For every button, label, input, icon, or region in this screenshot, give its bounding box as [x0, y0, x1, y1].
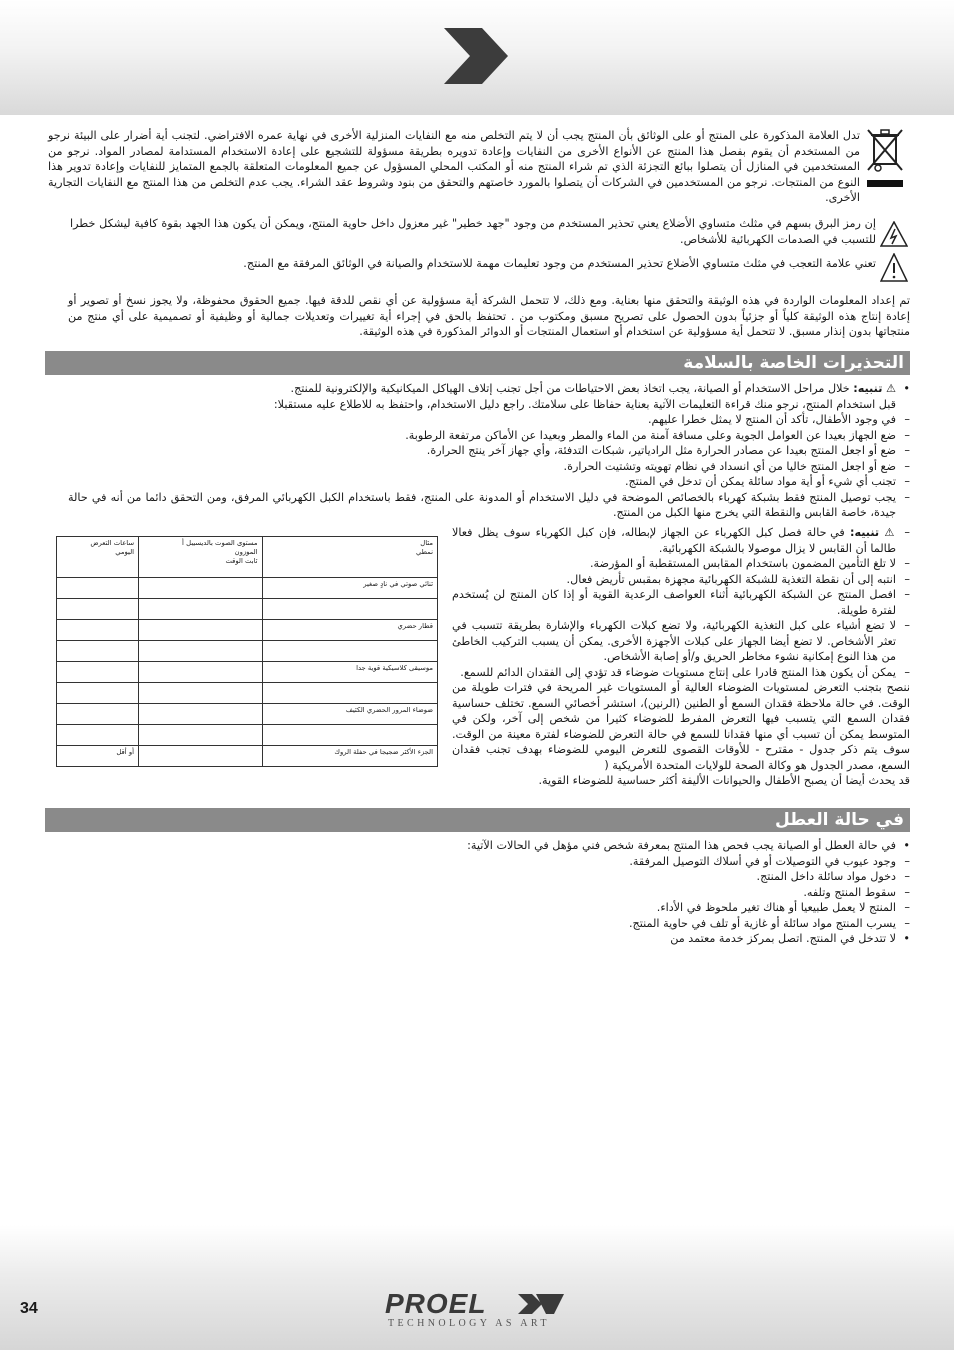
- table-cell: [262, 683, 437, 704]
- failure-list: [440, 838, 910, 947]
- table-cell: [139, 599, 263, 620]
- failure-item: – يسرب المنتج مواد سائلة أو غازية أو تلف في حاوية المنتج.: [629, 916, 910, 930]
- table-cell: قطار حضري: [262, 620, 437, 641]
- logo-tagline: TECHNOLOGY AS ART: [388, 1318, 550, 1329]
- table-cell: [139, 578, 263, 599]
- safety-column: [452, 525, 910, 789]
- table-cell: موسيقى كلاسيكية قوية جدا: [262, 662, 437, 683]
- exclamation-paragraph: تعني علامة التعجب في مثلث متساوي الأضلاع تحذير المستخدم من وجود تعليمات مهمة للاستخدام والصيانة في الوثائق المرفقة مع المنتج.: [243, 257, 876, 270]
- table-cell: [57, 641, 139, 662]
- caution2-label: تنبيه:: [849, 526, 880, 539]
- disclaimer-paragraph: تم إعداد المعلومات الواردة في هذه الوثيقة والتحقق منها بعناية. ومع ذلك، لا تتحمل الشركة أية مسؤولية عن أي نقص للدقة فيها. جميع الحقوق محفوظة، ولا يجوز نسخ أو تصوير أو إعادة إنتاج هذه الوثيقة كلياً أو جزئياً بدون الحصول على تصريح مسبق ومكتوب من . تحتفظ بالحق في إجراء أية تغييرات وتعديلات جمالية أو وظيفية أو تصميمية على أي منتج من منتجاتها بدون إنذار مسبق. لا تتحمل أية مسؤولية عن استخدام أو استعمال المنتجات أو الدوائر المذكورة في هذه الوثيقة.: [68, 294, 910, 338]
- safety-item: – في وجود الأطفال، تأكد أن المنتج لا يمثل خطرا عليهم.: [647, 413, 910, 426]
- table-cell: [57, 683, 139, 704]
- weee-paragraph: تدل العلامة المذكورة على المنتج أو على الوثائق بأن المنتج يجب أن لا يتم التخلص منه مع النفايات المنزلية الأخرى في نهاية عمره الافتراضي. لتجنب أية أضرار على البيئة نرجو من المستخدم أن يقوم بفصل هذا المنتج عن الأنواع الأخرى من النفايات وإعادة تدويره بطريقة مسؤولة للتشجيع على إعادة الاستخدام المستدامة لمصادر المواد. نرجو من المستخدمين في المنازل أن يتصلوا ببائع التجزئة الذي تم شراء المنتج منه أو المكتب المحلي المسؤول عن جميع المعلومات المتعلقة بالجمع المتمايز للنفايات وإعادة تدوير هذا النوع من المنتجات. نرجو من المستخدمين في الشركات أن يتصلوا بالمورد خاصتهم والتحقق من بنود وشروط عقد الشراء. يجب عدم التخلص من هذا المنتج مع النفايات التجارية الأخرى.: [48, 129, 860, 204]
- table-cell: [139, 704, 263, 725]
- table-row: [57, 620, 438, 641]
- chevron-right-icon: [444, 28, 510, 84]
- table-row: [57, 578, 438, 599]
- crossed-bin-icon: [864, 124, 906, 192]
- caution-item: • ⚠ تنبيه: خلال مراحل الاستخدام أو الصيانة، يجب اتخاذ بعض الاحتياطات من أجل تجنب إتلاف الهياكل الميكانيكية والإلكترونية للمنتج.: [290, 382, 910, 395]
- section-title-failure: في حالة العطل: [45, 808, 910, 832]
- safety-item: – لا تلغ التأمين المضمون باستخدام المقابس المستقطبة أو المؤرضة.: [589, 557, 910, 570]
- safety-item: – يجب توصيل المنتج فقط بشبكة كهرباء بالخصائص الموضحة في دليل الاستخدام أو المدونة على المنتج، فقط باستخدام الكبل الكهربائي المرفق، ومن التحقق دائما من أنه في حالة جيدة، خاصة القابس والنقطة التي يخرج منها الكبل من المنتج.: [68, 490, 910, 519]
- caution2-item: – ⚠ تنبيه: في حالة فصل كبل الكهرباء عن الجهاز لإبطاله، فإن كبل الكهرباء سوف يظل فعالا طالما أن القابس لا يزال موصولا بالشبكة الكهربائية.: [452, 526, 910, 555]
- caution-icon: ⚠: [885, 382, 896, 395]
- page-number: 34: [20, 1300, 38, 1317]
- table-cell: أو أقل: [57, 746, 139, 767]
- failure-item: – دخول مواد سائلة داخل المنتج.: [756, 870, 910, 883]
- table-header-cell: مثال نمطي: [262, 537, 437, 578]
- table-cell: [139, 620, 263, 641]
- table-cell: [57, 725, 139, 746]
- section-title-safety: التحذيرات الخاصة بالسلامة: [45, 351, 910, 375]
- noise-last-line: قد يحدث أيضا أن يصبح الأطفال والحيوانات الأليفة أكثر حساسية للضوضاء القوية.: [538, 774, 910, 787]
- table-cell: [139, 746, 263, 767]
- caution-icon: ⚠: [884, 526, 897, 539]
- safety-item: – ضع أو اجعل المنتج خاليا من أي انسداد في نظام تهويته وتشتيت الحرارة.: [563, 459, 910, 473]
- table-cell: [139, 683, 263, 704]
- table-row: [57, 746, 438, 767]
- table-row: [57, 683, 438, 704]
- table-row: [57, 725, 438, 746]
- failure-final: • لا تتدخل في المنتج. اتصل بمركز خدمة معتمد من: [670, 932, 910, 945]
- logo-wordmark: PROEL: [385, 1288, 487, 1319]
- table-header-row: [57, 537, 438, 578]
- safety-list: [68, 412, 910, 521]
- table-row: [57, 641, 438, 662]
- caution-text: خلال مراحل الاستخدام أو الصيانة، يجب اتخاذ بعض الاحتياطات من أجل تجنب إتلاف الهياكل الميكانيكية والإلكترونية للمنتج.: [290, 382, 850, 395]
- safety-top-block: [248, 381, 910, 412]
- table-cell: [57, 599, 139, 620]
- safety-item: – تجنب أي شيء أو أية مواد سائلة يمكن أن تدخل في المنتج.: [625, 475, 910, 488]
- table-header-cell: ساعات التعرض اليومي: [57, 537, 139, 578]
- failure-item: – وجود عيوب في التوصيلات أو في أسلاك التوصيل المرفقة.: [629, 854, 910, 868]
- failure-item: – سقوط المنتج وتلفه.: [803, 885, 910, 899]
- table-cell: الجزء الأكثر ضجيجا في حفلة الروك: [262, 746, 437, 767]
- table-cell: [57, 578, 139, 599]
- logo-slash-icon: [518, 1294, 566, 1314]
- table-row: [57, 662, 438, 683]
- safety-item: – افصل المنتج عن الشبكة الكهربائية أثناء العواصف الرعدية القوية أو إذا كان المنتج لن يُستخدم لفترة طويلة.: [452, 588, 910, 617]
- table-cell: [57, 704, 139, 725]
- table-cell: [262, 641, 437, 662]
- noise-paragraph: ننصح بتجنب التعرض لمستويات الضوضاء العالية أو المستويات غير المريحة في فترات طويلة من الوقت. في حالة ملاحظة فقدان السمع أو الطنين (الرنين)، استشر أخصائي السمع. تختلف حساسية فقدان السمع التي يتسبب فيها التعرض المفرط للضوضاء كثيرا من شخص إلى آخر، ولكن في المتوسط يمكن أن تسبب أي منها فقدانا للسمع في حالة التعرض للضوضاء لفترة معينة من الوقت. سوف يتم ذكر جدول - مقترح - للأوقات القصوى للتعرض اليومي للضوضاء بهدف تجنب فقدان السمع، مصدر الجدول هو وكالة الصحة للولايات المتحدة الأمريكية (: [452, 681, 910, 772]
- table-row: [57, 599, 438, 620]
- intro-line: قبل استخدام المنتج، نرجو منك قراءة التعليمات الآتية بعناية حفاظا على سلامتك. راجع دليل الاستخدام، واحتفظ به للاطلاع عليه مستقبلا:: [273, 397, 896, 411]
- lightning-paragraph: إن رمز البرق بسهم في مثلث متساوي الأضلاع يعني تحذير المستخدم من وجود "جهد خطير" غير معزول داخل حاوية المنتج، ويمكن أن يكون هذا الجهد بقوة كافية ليشكل خطرا للتسبب في الصدمات الكهربائية للأشخاص.: [70, 217, 876, 246]
- safety-item: – ضع الجهاز بعيدا عن العوامل الجوية وعلى مسافة آمنة من الماء والمطر وبعيدا عن الأماكن مرتفعة الرطوبة.: [405, 428, 910, 442]
- lightning-warning-icon: [880, 221, 908, 247]
- safety-item: – انتبه إلى أن نقطة التغذية للشبكة الكهربائية مجهزة بمقبس تأريض فعال.: [566, 572, 910, 586]
- table-row: [57, 704, 438, 725]
- table-cell: [262, 599, 437, 620]
- failure-intro: • في حالة العطل أو الصيانة يجب فحص هذا المنتج بمعرفة شخص فني مؤهل في الحالات الآتية:: [467, 839, 910, 852]
- safety-item: – لا تضع أشياء على كبل التغذية الكهربائية، ولا تضع كبلات الكهرباء والإشارة بطريقة تتسبب في تعثر الأشخاص. لا تضع أيضا الجهاز على كبلات الأجهزة الأخرى. يمكن أن يسبب التركيب الخاطئ من هذا النوع إمكانية نشوء مخاطر الحريق و/أو إصابة الأشخاص.: [452, 619, 910, 663]
- safety-item: – يمكن أن يكون هذا المنتج قادرا على إنتاج مستويات ضوضاء قد تؤدي إلى الفقدان الدائم للسمع.: [460, 665, 910, 679]
- table-cell: [139, 725, 263, 746]
- noise-exposure-table: [56, 536, 438, 767]
- failure-item: – المنتج لا يعمل طبيعيا أو هناك تغير ملحوظ في الأداء.: [656, 901, 910, 914]
- caution-label: تنبيه:: [853, 382, 883, 395]
- table-cell: [139, 641, 263, 662]
- safety-item: – ضع أو اجعل المنتج بعيدا عن مصادر الحرارة مثل الرادياتير، شبكات التدفئة، وأي جهاز آخر ينتج الحرارة.: [426, 444, 910, 457]
- table-cell: ضوضاء المرور الحضري الكثيف: [262, 704, 437, 725]
- proel-logo: [385, 1288, 575, 1338]
- table-cell: [57, 662, 139, 683]
- table-cell: [57, 620, 139, 641]
- exclamation-warning-icon: [880, 253, 908, 283]
- table-header-cell: مستوى الصوت بالديسيبل أ الموزون ثابت الوقت: [139, 537, 263, 578]
- table-cell: ثنائي صوتي في نادٍ صغير: [262, 578, 437, 599]
- table-cell: [139, 662, 263, 683]
- table-cell: [262, 725, 437, 746]
